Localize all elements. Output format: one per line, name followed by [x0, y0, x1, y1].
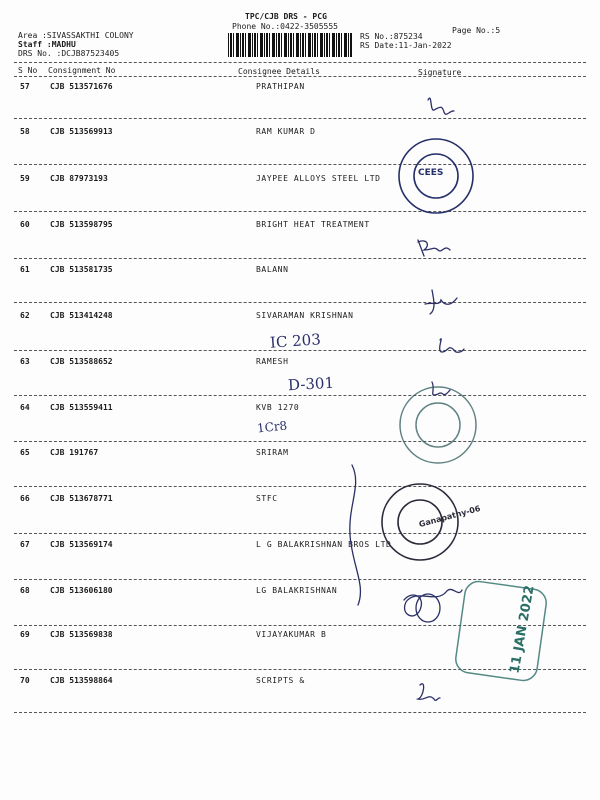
row-divider	[14, 211, 586, 212]
serial-number: 64	[20, 403, 30, 412]
list-item	[0, 82, 600, 102]
serial-number: 59	[20, 174, 30, 183]
list-item	[0, 494, 600, 514]
page-number: Page No.:5	[452, 26, 501, 35]
row-divider	[14, 669, 586, 670]
signature-60	[418, 240, 450, 256]
document-title: TPC/CJB DRS - PCG	[245, 12, 327, 21]
col-consignee-details: Consignee Details	[238, 67, 320, 76]
row-divider	[14, 533, 586, 534]
header-divider	[14, 62, 586, 63]
row-divider	[14, 258, 586, 259]
col-s-no: S No	[18, 66, 38, 75]
handwritten-note: IC 203	[269, 330, 322, 352]
consignee-name: SCRIPTS &	[256, 676, 305, 685]
row-divider	[14, 712, 586, 713]
consignment-number: CJB 513588652	[50, 357, 113, 366]
area-label: Area :SIVASSAKTHI COLONY	[18, 31, 134, 40]
handwritten-note: D-301	[287, 373, 335, 395]
list-item	[0, 630, 600, 650]
header-divider-bottom	[14, 76, 586, 77]
list-item	[0, 403, 600, 423]
consignment-number: CJB 191767	[50, 448, 99, 457]
row-divider	[14, 164, 586, 165]
serial-number: 61	[20, 265, 30, 274]
consignment-number: CJB 513559411	[50, 403, 113, 412]
serial-number: 66	[20, 494, 30, 503]
list-item	[0, 220, 600, 240]
staff-label: Staff :MADHU	[18, 40, 76, 49]
row-divider	[14, 579, 586, 580]
row-divider	[14, 625, 586, 626]
row-divider	[14, 441, 586, 442]
consignee-name: STFC	[256, 494, 278, 503]
serial-number: 58	[20, 127, 30, 136]
signature-64	[432, 382, 450, 395]
consignment-number: CJB 513581735	[50, 265, 113, 274]
serial-number: 67	[20, 540, 30, 549]
date-stamp-text: 11 JAN 2022	[507, 584, 538, 675]
serial-number: 57	[20, 82, 30, 91]
consignee-name: JAYPEE ALLOYS STEEL LTD	[256, 174, 381, 183]
list-item	[0, 676, 600, 696]
list-item	[0, 586, 600, 606]
consignment-number: CJB 513678771	[50, 494, 113, 503]
list-item	[0, 540, 600, 560]
serial-number: 70	[20, 676, 30, 685]
serial-number: 69	[20, 630, 30, 639]
consignee-name: L G BALAKRISHNAN BROS LTD	[256, 540, 392, 549]
list-item	[0, 265, 600, 285]
serial-number: 63	[20, 357, 30, 366]
consignee-name: RAMESH	[256, 357, 289, 366]
row-divider	[14, 118, 586, 119]
handwritten-note: 1Cr8	[256, 418, 288, 436]
row-divider	[14, 395, 586, 396]
consignee-name: VIJAYAKUMAR B	[256, 630, 327, 639]
barcode	[228, 33, 352, 57]
row-divider	[14, 486, 586, 487]
consignee-name: BALANN	[256, 265, 289, 274]
consignment-number: CJB 87973193	[50, 174, 108, 183]
serial-number: 65	[20, 448, 30, 457]
row-divider	[14, 302, 586, 303]
consignment-number: CJB 513569838	[50, 630, 113, 639]
list-item	[0, 448, 600, 468]
col-signature: Signature	[418, 68, 462, 77]
consignee-name: KVB 1270	[256, 403, 300, 412]
list-item	[0, 174, 600, 194]
consignment-number: CJB 513606180	[50, 586, 113, 595]
consignment-number: CJB 513598864	[50, 676, 113, 685]
list-item	[0, 357, 600, 377]
consignment-number: CJB 513569913	[50, 127, 113, 136]
serial-number: 68	[20, 586, 30, 595]
serial-number: 62	[20, 311, 30, 320]
consignee-name: SIVARAMAN KRISHNAN	[256, 311, 354, 320]
consignee-name: LG BALAKRISHNAN	[256, 586, 338, 595]
row-divider	[14, 350, 586, 351]
consignee-name: BRIGHT HEAT TREATMENT	[256, 220, 370, 229]
consignee-name: RAM KUMAR D	[256, 127, 316, 136]
drs-number: DRS No. :DCJB87523405	[18, 49, 120, 58]
serial-number: 60	[20, 220, 30, 229]
rs-number: RS No.:875234	[360, 32, 423, 41]
list-item	[0, 127, 600, 147]
consignment-number: CJB 513571676	[50, 82, 113, 91]
list-item	[0, 311, 600, 331]
phone-number: Phone No.:0422-3505555	[232, 22, 338, 31]
consignment-number: CJB 513598795	[50, 220, 113, 229]
consignee-name: PRATHIPAN	[256, 82, 305, 91]
consignee-name: SRIRAM	[256, 448, 289, 457]
col-consignment-no: Consignment No	[48, 66, 116, 75]
rs-date: RS Date:11-Jan-2022	[360, 41, 452, 50]
consignment-number: CJB 513414248	[50, 311, 113, 320]
jaypee-stamp-text: CEES	[418, 168, 444, 178]
consignment-number: CJB 513569174	[50, 540, 113, 549]
finance-stamp-text: Ganapathy-06	[417, 503, 482, 530]
